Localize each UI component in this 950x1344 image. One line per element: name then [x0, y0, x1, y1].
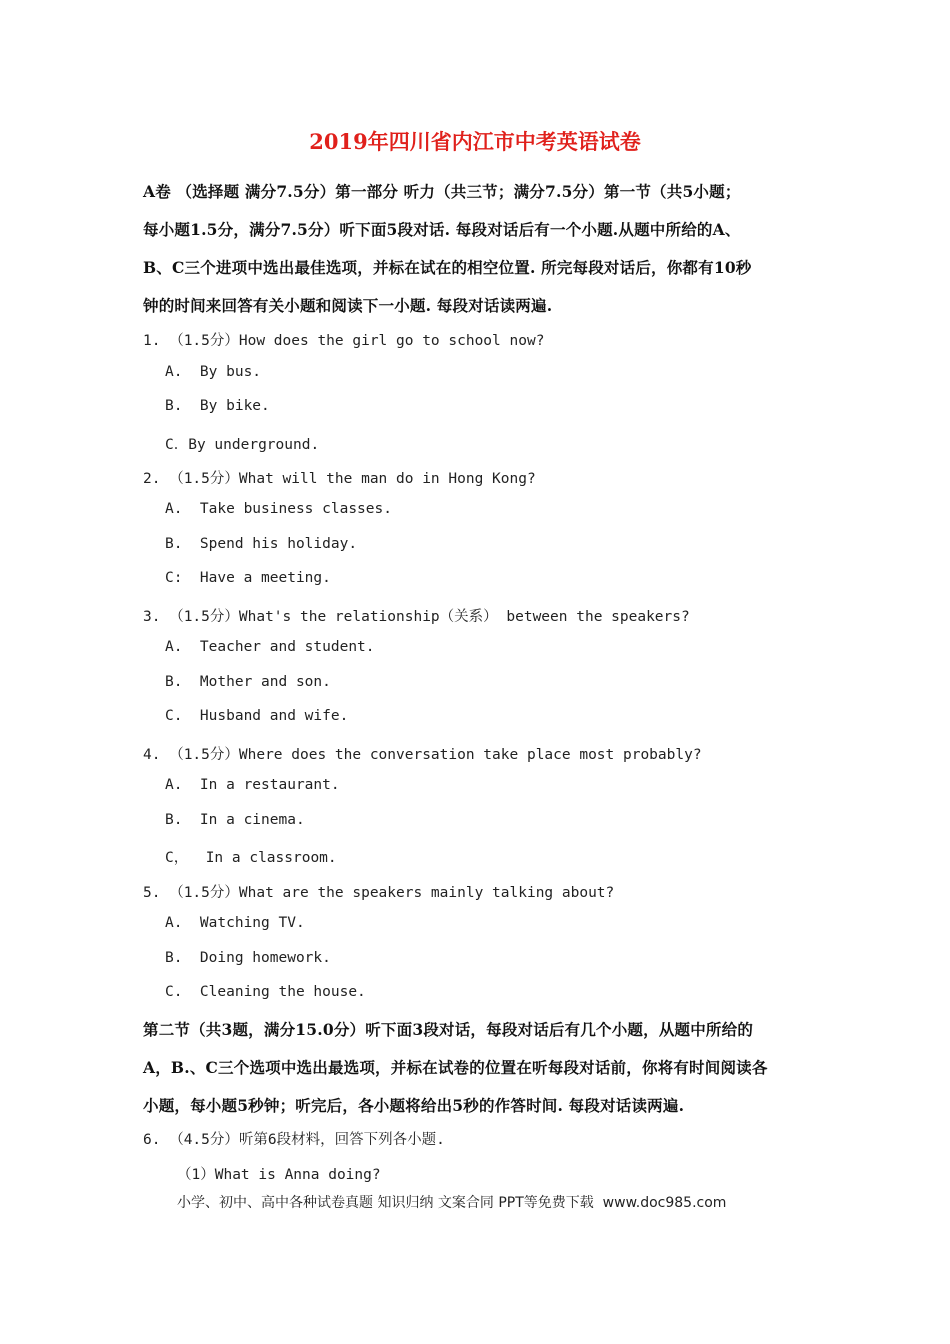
- option-b: B. Doing homework.: [165, 950, 331, 966]
- intro-line: 每小题1.5分，满分7.5分）听下面5段对话. 每段对话后有一个小题.从题中所给的A、: [143, 220, 741, 239]
- option-c: C: Have a meeting.: [165, 570, 331, 586]
- option-a: A. Watching TV.: [165, 915, 305, 931]
- question-stem: 1. （1.5分）How does the girl go to school now?: [143, 333, 545, 349]
- intro-line: 钟的时间来回答有关小题和阅读下一小题. 每段对话读两遍.: [143, 296, 553, 315]
- intro-line: A卷 （选择题 满分7.5分）第一部分 听力（共三节；满分7.5分）第一节（共5小题；: [143, 182, 741, 201]
- option-b: B. Mother and son.: [165, 674, 331, 690]
- page-title: 2019年四川省内江市中考英语试卷: [309, 129, 641, 154]
- question-stem: 3. （1.5分）What's the relationship（关系） between the speakers?: [143, 609, 690, 625]
- option-a: A. By bus.: [165, 364, 262, 380]
- question-stem: 2. （1.5分）What will the man do in Hong Kong?: [143, 471, 536, 487]
- section2-line: 小题，每小题5秒钟；听完后，各小题将给出5秒的作答时间. 每段对话读两遍.: [143, 1096, 685, 1115]
- option-b: B. By bike.: [165, 398, 270, 414]
- option-a: A. Teacher and student.: [165, 639, 375, 655]
- option-c: C．By underground.: [165, 437, 320, 453]
- question-stem: 6. （4.5分）听第6段材料，回答下列各小题.: [143, 1132, 445, 1148]
- option-b: B. In a cinema.: [165, 812, 305, 828]
- option-b: B. Spend his holiday.: [165, 536, 358, 552]
- option-c: C. Cleaning the house.: [165, 984, 366, 1000]
- option-a: A. In a restaurant.: [165, 777, 340, 793]
- question-stem: 5. （1.5分）What are the speakers mainly talking about?: [143, 885, 615, 901]
- question-stem: 4. （1.5分）Where does the conversation take place most probably?: [143, 747, 702, 763]
- option-c: C， In a classroom.: [165, 850, 337, 866]
- option-a: A. Take business classes.: [165, 501, 392, 517]
- footer-note: 小学、初中、高中各种试卷真题 知识归纳 文案合同 PPT等免费下载 www.doc985.com: [177, 1195, 727, 1211]
- sub-question: （1）What is Anna doing?: [177, 1167, 381, 1183]
- section2-line: 第二节（共3题，满分15.0分）听下面3段对话，每段对话后有几个小题，从题中所给的: [143, 1020, 754, 1039]
- section2-line: A，B.、C三个选项中选出最选项，并标在试卷的位置在听每段对话前，你将有时间阅读各: [143, 1058, 768, 1077]
- option-c: C. Husband and wife.: [165, 708, 349, 724]
- intro-line: B、C三个进项中选出最佳选项，并标在试在的相空位置. 所完每段对话后，你都有10秒: [143, 258, 752, 277]
